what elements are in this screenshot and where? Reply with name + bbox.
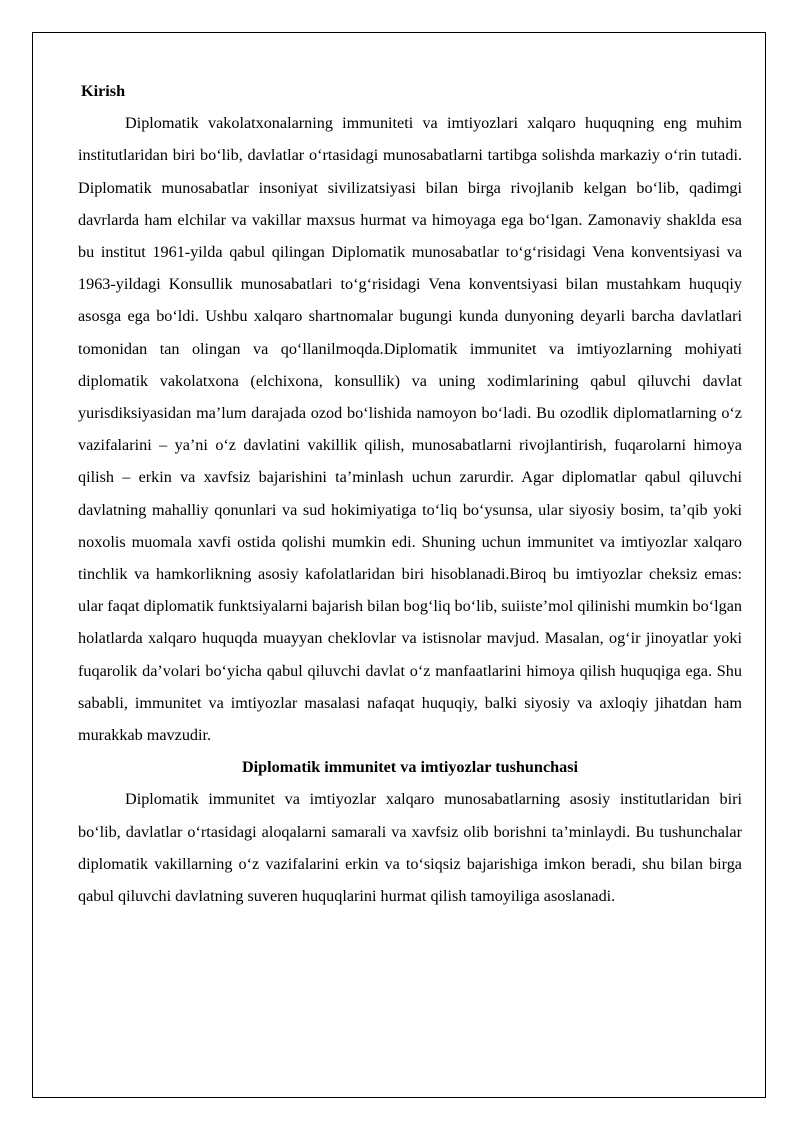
- paragraph-section: Diplomatik immunitet va imtiyozlar xalqaro munosabatlarning asosiy institutlaridan biri bo‘lib, davlatlar o‘rtasidagi aloqalarni samarali va xavfsiz olib borishni ta’minlaydi. Bu tushunchalar diplomatik vakillarning o‘z vazifalarini erkin va to‘siqsiz bajarishiga imkon beradi, shu bilan birga qabul qiluvchi davlatning suveren huquqlarini hurmat qilish tamoyiliga asoslanadi.: [78, 790, 742, 906]
- document-body: [78, 75, 742, 912]
- heading-kirish: Kirish: [81, 82, 126, 100]
- paragraph-intro: Diplomatik vakolatxonalarning immuniteti va imtiyozlari xalqaro huquqning eng muhim institutlaridan biri bo‘lib, davlatlar o‘rtasidagi munosabatlarni tartibga solishda markaziy o‘rin tutadi. Diplomatik munosabatlar insoniyat sivilizatsiyasi bilan birga rivojlanib kelgan bo‘lib, qadimgi davrlarda ham elchilar va vakillar maxsus hurmat va himoyaga ega bo‘lgan. Zamonaviy shaklda esa bu institut 1961-yilda qabul qilingan Diplomatik munosabatlar to‘g‘risidagi Vena konventsiyasi va 1963-yildagi Konsullik munosabatlari to‘g‘risidagi Vena konventsiyasi bilan mustahkam huquqiy asosga ega bo‘ldi. Ushbu xalqaro shartnomalar bugungi kunda dunyoning deyarli barcha davlatlari tomonidan tan olingan va qo‘llanilmoqda.Diplomatik immunitet va imtiyozlarning mohiyati diplomatik vakolatxona (elchixona, konsullik) va uning xodimlarining qabul qiluvchi davlat yurisdiksiyasidan ma’lum darajada ozod bo‘lishida namoyon bo‘ladi. Bu ozodlik diplomatlarning o‘z vazifalarini – ya’ni o‘z davlatini vakillik qilish, munosabatlarni rivojlantirish, fuqarolarni himoya qilish – erkin va xavfsiz bajarishini ta’minlash uchun zarurdir. Agar diplomatlar qabul qiluvchi davlatning mahalliy qonunlari va sud hokimiyatiga to‘liq bo‘ysunsa, ular siyosiy bosim, ta’qib yoki noxolis muomala xavfi ostida qolishi mumkin edi. Shuning uchun immunitet va imtiyozlar xalqaro tinchlik va hamkorlikning asosiy kafolatlaridan biri hisoblanadi.Biroq bu imtiyozlar cheksiz emas: ular faqat diplomatik funktsiyalarni bajarish bilan bog‘liq bo‘lib, suiiste’mol qilinishi mumkin bo‘lgan holatlarda xalqaro huquqda muayyan cheklovlar va istisnolar mavjud. Masalan, og‘ir jinoyatlar yoki fuqarolik da’volari bo‘yicha qabul qiluvchi davlat o‘z manfaatlarini himoya qilish huquqiga ega. Shu sababli, immunitet va imtiyozlar masalasi nafaqat huquqiy, balki siyosiy va axloqiy jihatdan ham murakkab mavzudir.: [78, 114, 742, 745]
- section-title: Diplomatik immunitet va imtiyozlar tushunchasi: [241, 758, 579, 777]
